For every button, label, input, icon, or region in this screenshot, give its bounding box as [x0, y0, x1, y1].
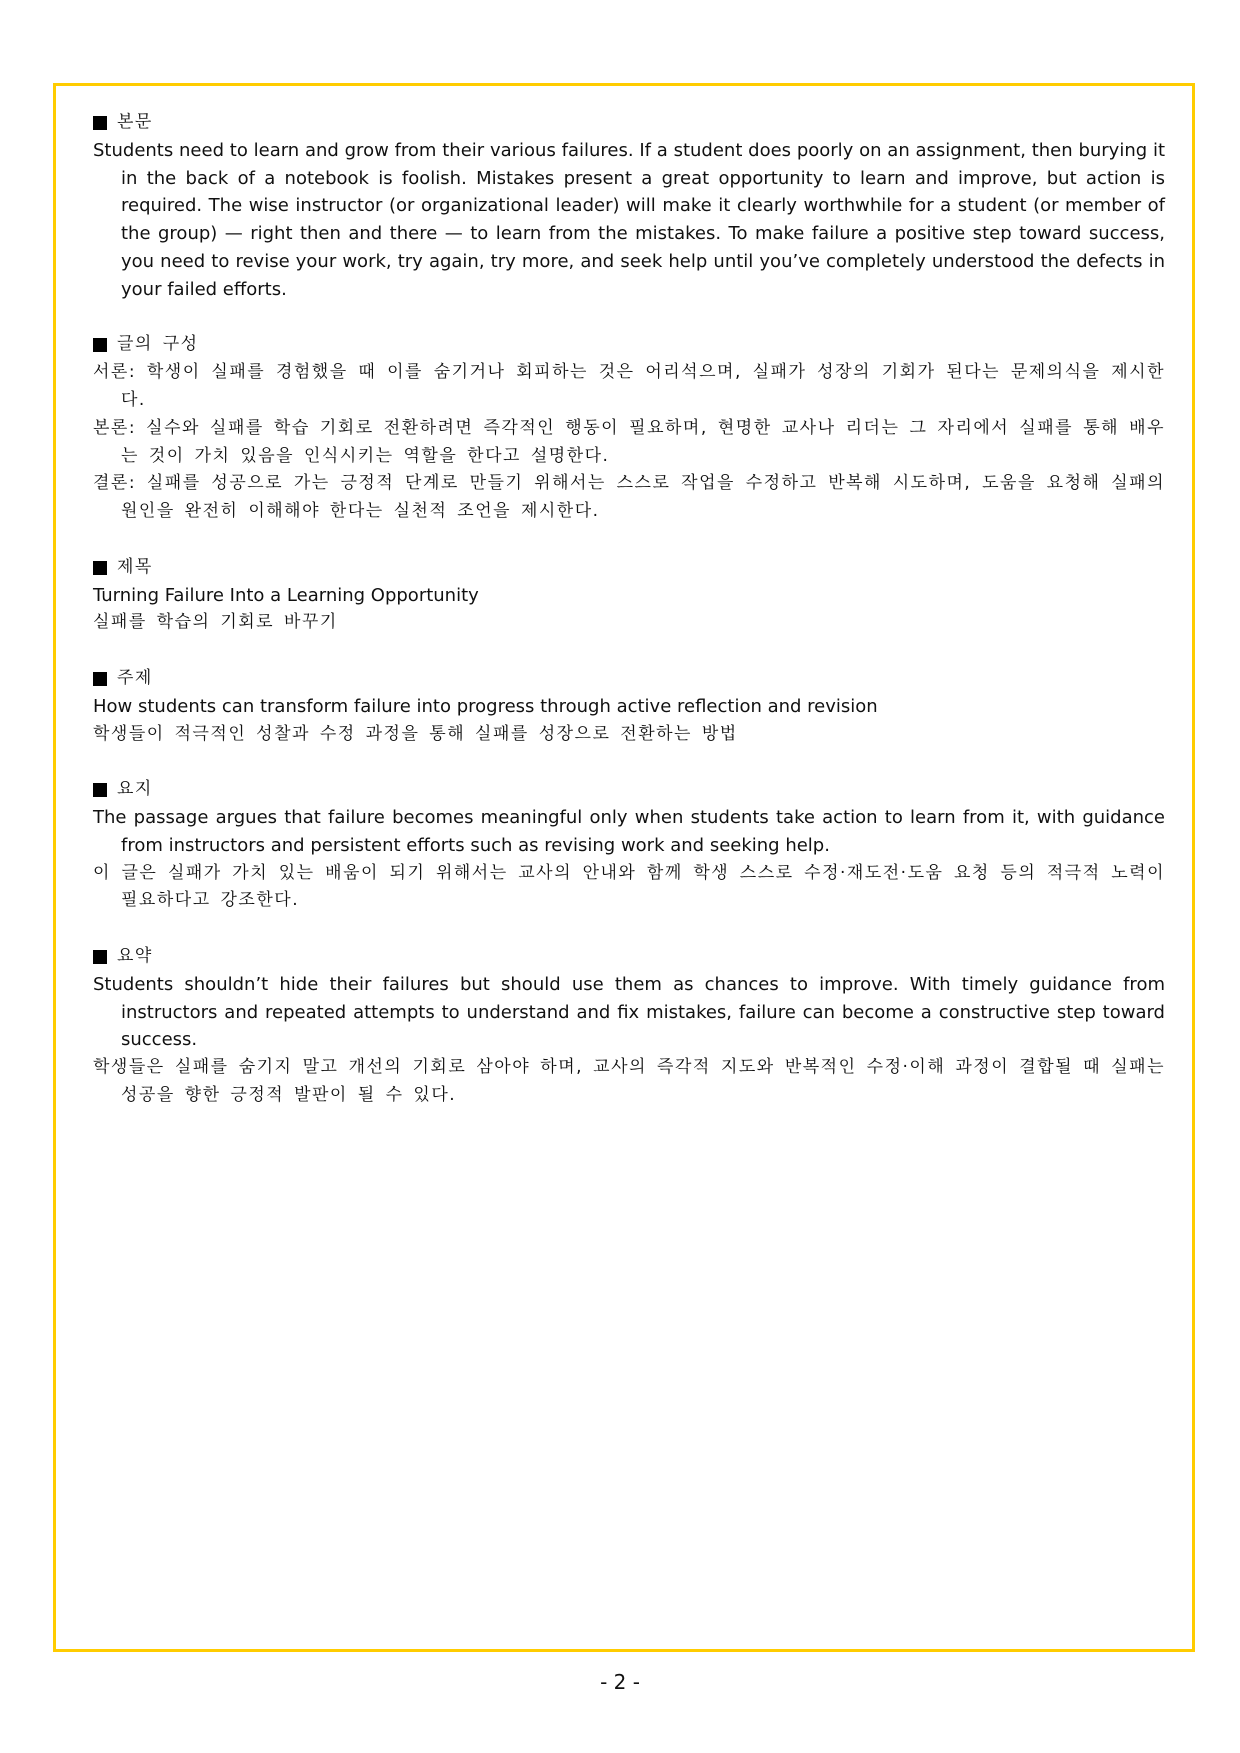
- section-heading: [93, 665, 1165, 693]
- section: [93, 665, 1165, 748]
- korean-paragraph: 서론: 학생이 실패를 경험했을 때 이를 숨기거나 회피하는 것은 어리석으며, 실패가 성장의 기회가 된다는 문제의식을 제시한다.: [93, 362, 1165, 410]
- korean-paragraph: 학생들이 적극적인 성찰과 수정 과정을 통해 실패를 성장으로 전환하는 방법: [93, 723, 738, 744]
- english-paragraph: Students need to learn and grow from their various failures. If a student does poorly on an assignment, then burying it in the back of a notebook is foolish. Mistakes present a great opportunity to learn and improve, but action is required. The wise instructor (or organizational leader) will make it clearly worthwhile for a student (or member of the group) — right then and there — to learn from the mistakes. To make failure a positive step toward success, you need to revise your work, try again, try more, and seek help until you’ve completely understood the defects in your failed efforts.: [93, 139, 1165, 300]
- section-heading-label: 요약: [117, 945, 153, 966]
- document-body: [93, 109, 1165, 1137]
- section: [93, 554, 1165, 637]
- section: [93, 331, 1165, 526]
- black-square-bullet-icon: [93, 561, 107, 575]
- section-heading: [93, 943, 1165, 971]
- section: [93, 943, 1165, 1110]
- english-paragraph: Students shouldn’t hide their failures but should use them as chances to improve. With timely guidance from instructors and repeated attempts to understand and fix mistakes, failure can become a constructive step toward success.: [93, 973, 1165, 1051]
- black-square-bullet-icon: [93, 672, 107, 686]
- english-paragraph: Turning Failure Into a Learning Opportunity: [93, 584, 479, 606]
- korean-paragraph: 결론: 실패를 성공으로 가는 긍정적 단계로 만들기 위해서는 스스로 작업을 수정하고 반복해 시도하며, 도움을 요청해 실패의 원인을 완전히 이해해야 한다는 실천적 조언을 제시한다.: [93, 473, 1165, 522]
- korean-paragraph: 학생들은 실패를 숨기지 말고 개선의 기회로 삼아야 하며, 교사의 즉각적 지도와 반복적인 수정·이해 과정이 결합될 때 실패는 성공을 향한 긍정적 발판이 될 수 있다.: [93, 1057, 1165, 1105]
- page-number: - 2 -: [600, 1670, 640, 1694]
- section-heading: [93, 331, 1165, 359]
- section-heading: [93, 554, 1165, 582]
- section-heading-label: 글의 구성: [117, 334, 199, 355]
- section-heading: [93, 776, 1165, 804]
- black-square-bullet-icon: [93, 950, 107, 964]
- section-heading: [93, 109, 1165, 137]
- korean-paragraph: 실패를 학습의 기회로 바꾸기: [93, 612, 338, 633]
- korean-paragraph: 이 글은 실패가 가치 있는 배움이 되기 위해서는 교사의 안내와 함께 학생 스스로 수정·재도전·도움 요청 등의 적극적 노력이 필요하다고 강조한다.: [93, 862, 1165, 911]
- black-square-bullet-icon: [93, 783, 107, 797]
- section-heading-label: 주제: [117, 667, 153, 688]
- black-square-bullet-icon: [93, 116, 107, 130]
- section: [93, 776, 1165, 915]
- section: [93, 109, 1165, 304]
- black-square-bullet-icon: [93, 338, 107, 352]
- korean-paragraph: 본론: 실수와 실패를 학습 기회로 전환하려면 즉각적인 행동이 필요하며, 현명한 교사나 리더는 그 자리에서 실패를 통해 배우는 것이 가치 있음을 인식시키는 역할을 한다고 설명한다.: [93, 417, 1165, 466]
- english-paragraph: How students can transform failure into progress through active reflection and revision: [93, 695, 878, 717]
- section-heading-label: 요지: [117, 779, 153, 800]
- section-heading-label: 제목: [117, 556, 153, 577]
- english-paragraph: The passage argues that failure becomes meaningful only when students take action to learn from it, with guidance from instructors and persistent efforts such as revising work and seeking help.: [93, 806, 1165, 856]
- section-heading-label: 본문: [117, 112, 153, 132]
